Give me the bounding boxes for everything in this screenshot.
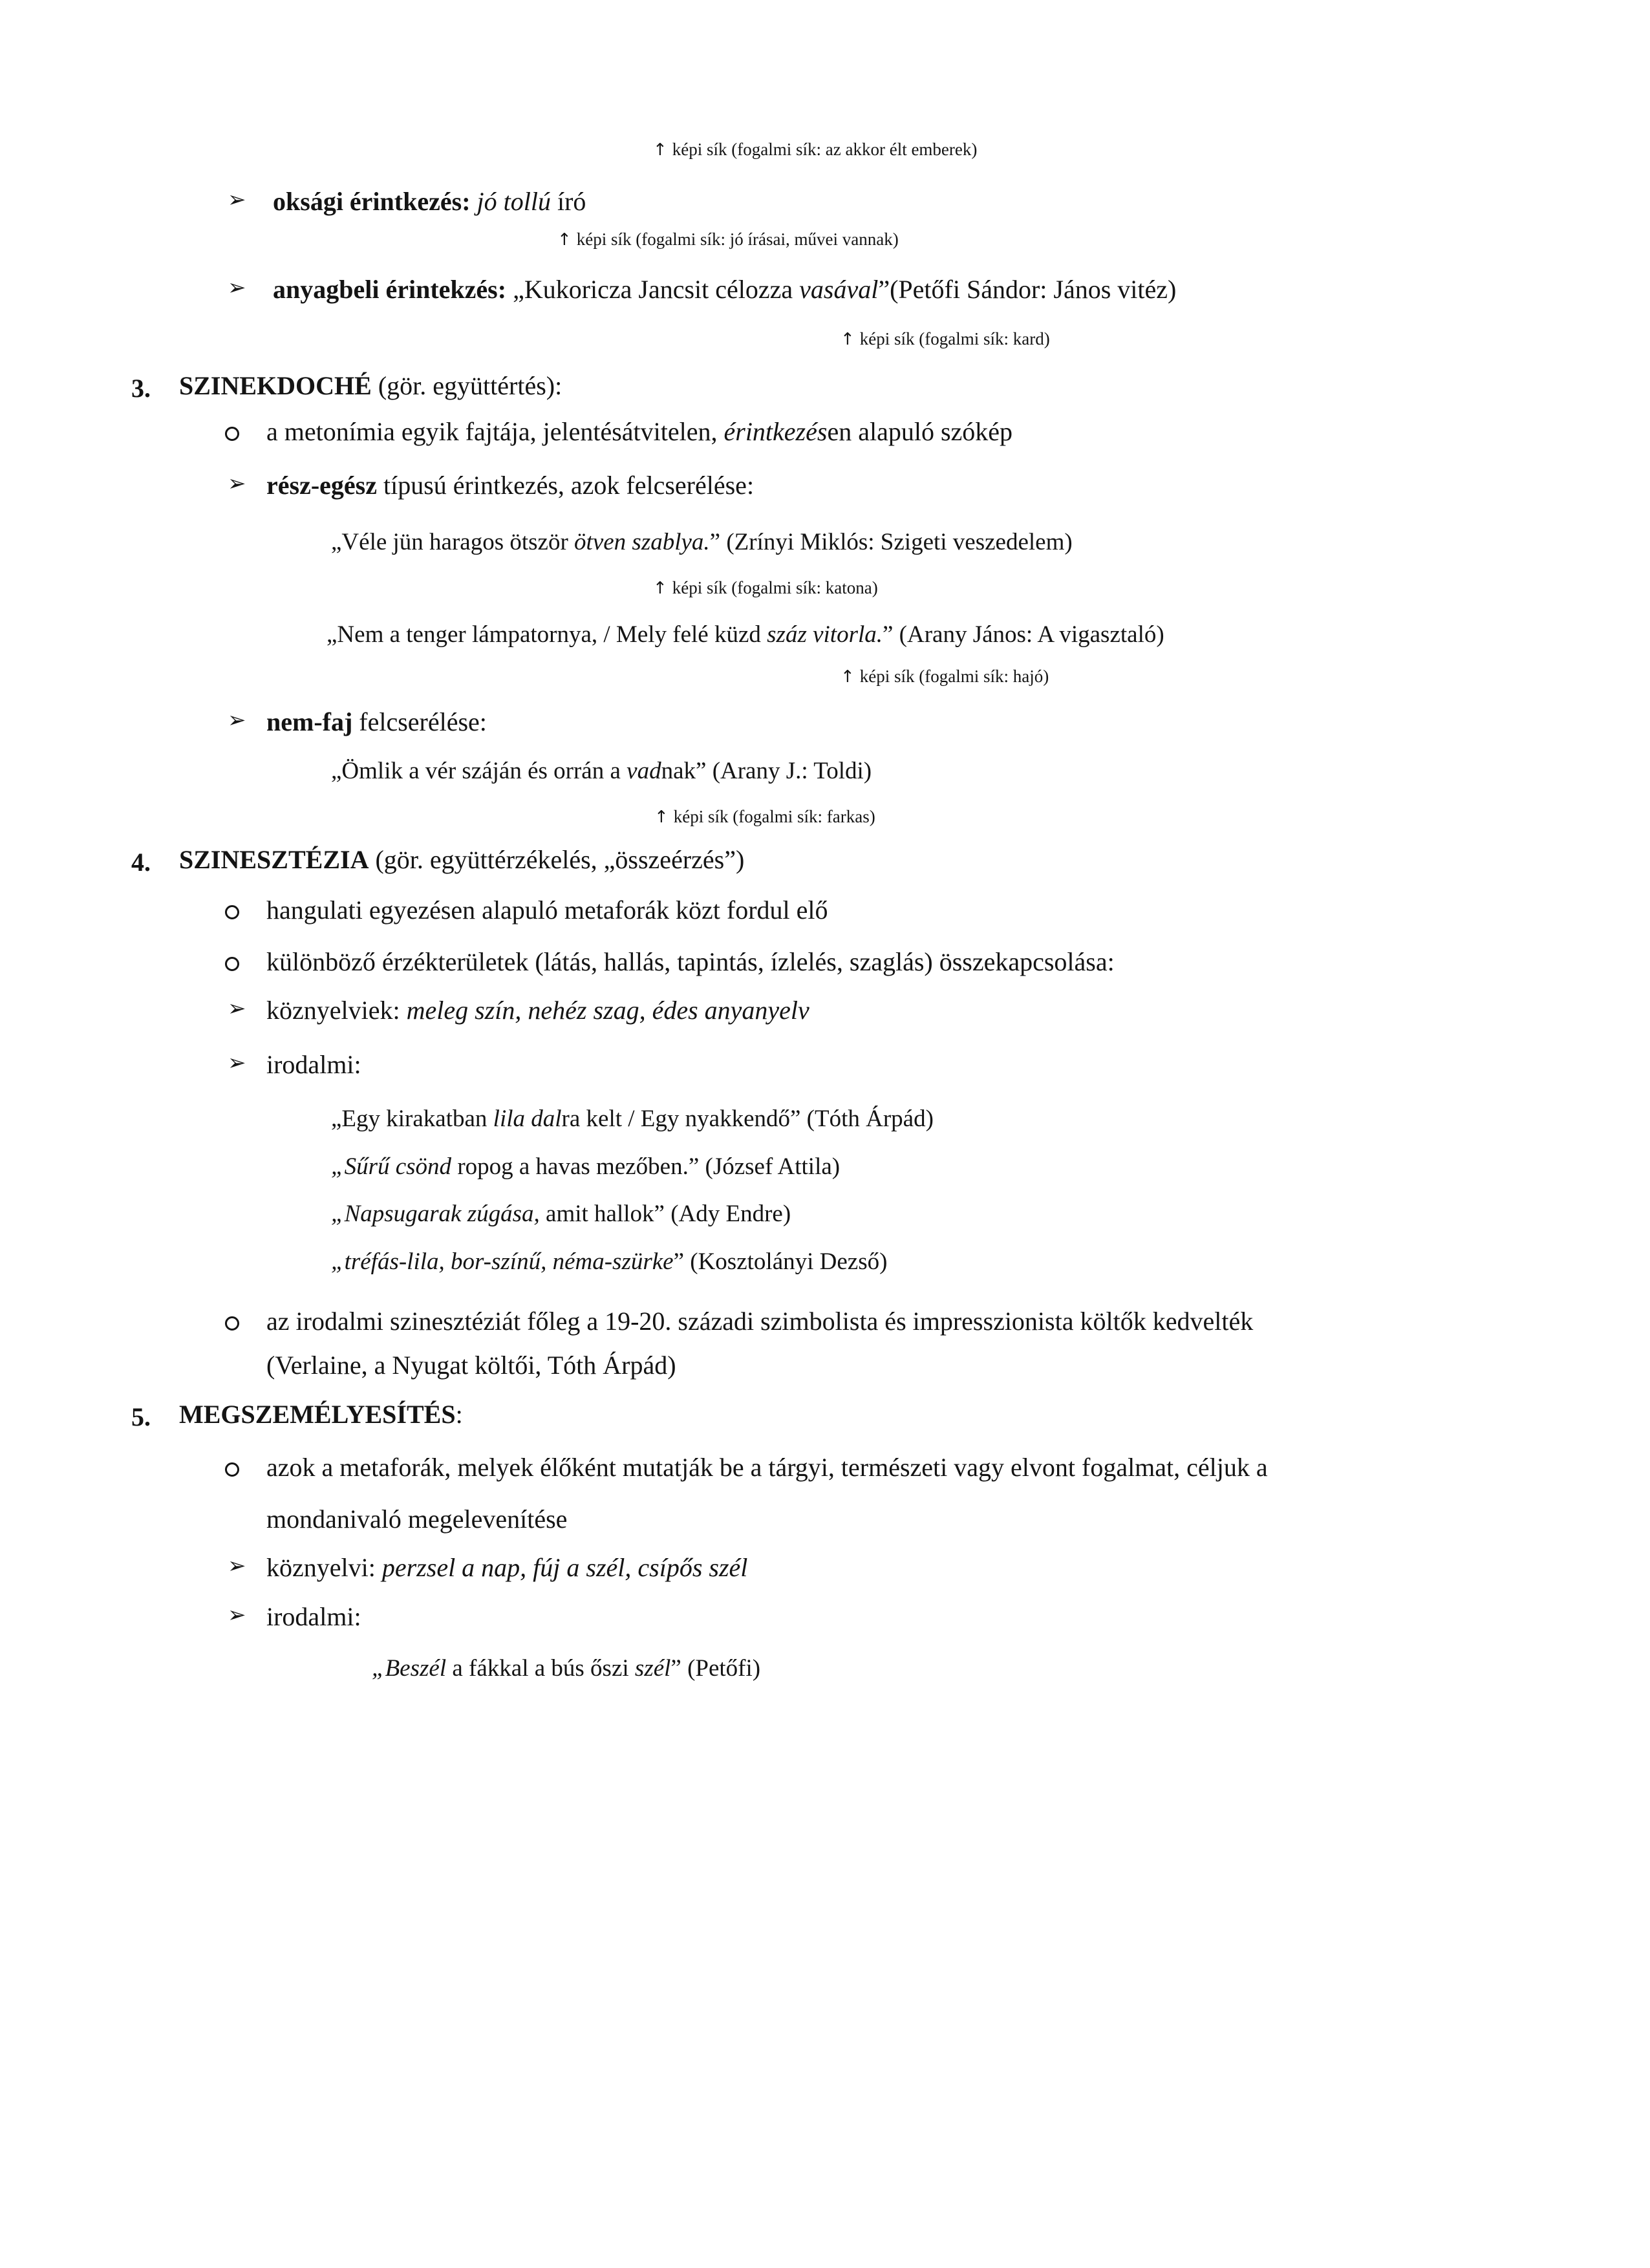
up-arrow-icon: ↑: [841, 667, 855, 687]
section-number: 3.: [131, 374, 151, 403]
arrowhead-bullet-icon: ➢: [228, 275, 246, 301]
circle-bullet-icon: [225, 1316, 239, 1331]
list-item-continuation: (Verlaine, a Nyugat költői, Tóth Árpád): [266, 1351, 676, 1380]
quote-line: „Napsugarak zúgása, amit hallok” (Ady Endre): [331, 1201, 791, 1227]
list-item: köznyelvi: perzsel a nap, fúj a szél, csípős szél: [266, 1553, 748, 1582]
annotation-line: ↑ képi sík (fogalmi sík: farkas): [654, 807, 875, 827]
arrowhead-bullet-icon: ➢: [228, 1050, 246, 1076]
list-item: az irodalmi szinesztéziát főleg a 19-20. századi szimbolista és impresszionista költők kedvelték: [266, 1307, 1254, 1336]
list-item: azok a metaforák, melyek élőként mutatják be a tárgyi, természeti vagy elvont fogalmat, céljuk a: [266, 1453, 1268, 1482]
section-number: 5.: [131, 1402, 151, 1431]
circle-bullet-icon: [225, 1462, 239, 1477]
quote-line: „Egy kirakatban lila dalra kelt / Egy nyakkendő” (Tóth Árpád): [331, 1106, 934, 1132]
section-heading: SZINESZTÉZIA (gör. együttérzékelés, „összeérzés”): [179, 845, 745, 874]
arrowhead-bullet-icon: ➢: [228, 1553, 246, 1579]
up-arrow-icon: ↑: [841, 330, 855, 349]
quote-line: „Beszél a fákkal a bús őszi szél” (Petőfi): [372, 1655, 761, 1682]
arrowhead-bullet-icon: ➢: [228, 996, 246, 1022]
circle-bullet-icon: [225, 905, 239, 919]
circle-bullet-icon: [225, 427, 239, 441]
up-arrow-icon: ↑: [653, 579, 667, 598]
section-heading: SZINEKDOCHÉ (gör. együttértés):: [179, 371, 562, 400]
section-heading: MEGSZEMÉLYESÍTÉS:: [179, 1400, 463, 1429]
list-item-continuation: mondanivaló megelevenítése: [266, 1504, 568, 1534]
list-item: oksági érintkezés: jó tollú író: [273, 187, 586, 216]
annotation-line: ↑ képi sík (fogalmi sík: kard): [841, 329, 1050, 349]
arrowhead-bullet-icon: ➢: [228, 471, 246, 497]
list-item: köznyelviek: meleg szín, nehéz szag, édes anyanyelv: [266, 996, 809, 1025]
annotation-line: ↑ képi sík (fogalmi sík: hajó): [841, 667, 1049, 687]
arrowhead-bullet-icon: ➢: [228, 187, 246, 213]
arrowhead-bullet-icon: ➢: [228, 707, 246, 733]
list-item: irodalmi:: [266, 1050, 361, 1079]
annotation-line: ↑ képi sík (fogalmi sík: az akkor élt emberek): [653, 140, 978, 160]
list-item: nem-faj felcserélése:: [266, 707, 487, 736]
up-arrow-icon: ↑: [557, 230, 572, 250]
list-item: anyagbeli érintekzés: „Kukoricza Jancsit célozza vasával”(Petőfi Sándor: János vitéz): [273, 275, 1177, 304]
list-item: irodalmi:: [266, 1602, 361, 1631]
circle-bullet-icon: [225, 957, 239, 971]
arrowhead-bullet-icon: ➢: [228, 1602, 246, 1628]
annotation-line: ↑ képi sík (fogalmi sík: jó írásai, művei vannak): [557, 230, 899, 250]
quote-line: „Nem a tenger lámpatornya, / Mely felé küzd száz vitorla.” (Arany János: A vigasztaló): [327, 621, 1164, 648]
list-item: a metonímia egyik fajtája, jelentésátvitelen, érintkezésen alapuló szókép: [266, 417, 1013, 446]
list-item: rész-egész típusú érintkezés, azok felcserélése:: [266, 471, 755, 500]
up-arrow-icon: ↑: [654, 808, 669, 827]
quote-line: „Véle jün haragos ötször ötven szablya.” (Zrínyi Miklós: Szigeti veszedelem): [331, 529, 1073, 555]
list-item: különböző érzékterületek (látás, hallás, tapintás, ízlelés, szaglás) összekapcsolása:: [266, 947, 1115, 976]
section-number: 4.: [131, 848, 151, 877]
up-arrow-icon: ↑: [653, 140, 667, 160]
quote-line: „Sűrű csönd ropog a havas mezőben.” (József Attila): [331, 1153, 841, 1180]
quote-line: „Ömlik a vér száján és orrán a vadnak” (Arany J.: Toldi): [331, 758, 872, 784]
quote-line: „tréfás-lila, bor-színű, néma-szürke” (Kosztolányi Dezső): [331, 1248, 888, 1275]
list-item: hangulati egyezésen alapuló metaforák közt fordul elő: [266, 895, 828, 925]
annotation-line: ↑ képi sík (fogalmi sík: katona): [653, 578, 878, 598]
